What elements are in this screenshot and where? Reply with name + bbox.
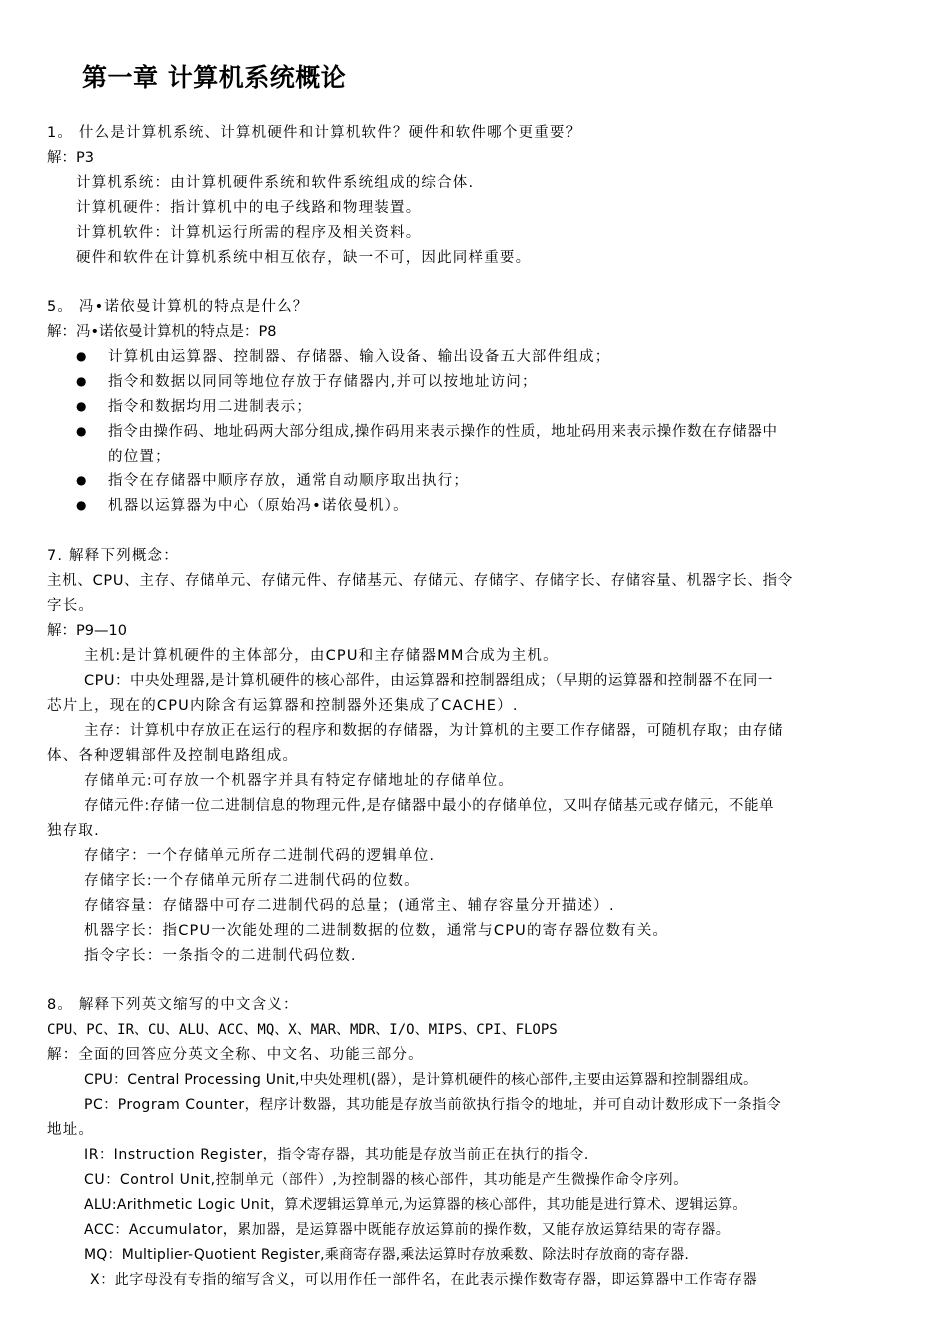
q1-question: 1。 什么是计算机系统、计算机硬件和计算机软件？硬件和软件哪个更重要？ [47, 125, 582, 141]
q7-line: 存储元件:存储一位二进制信息的物理元件,是存储器中最小的存储单位，又叫存储基元或存储元，不能单 [84, 798, 775, 814]
q8-line: CU：Control Unit,控制单元（部件）,为控制器的核心部件，其功能是产生微操作命令序列。 [84, 1172, 688, 1188]
q7-line: 存储单元:可存放一个机器字并具有特定存储地址的存储单位。 [84, 773, 514, 789]
q8-line: MQ：Multiplier-Quotient Register,乘商寄存器,乘法运算时存放乘数、除法时存放商的寄存器. [84, 1247, 690, 1263]
q5-question: 5。 冯•诺依曼计算机的特点是什么？ [47, 299, 309, 315]
q1-line: 硬件和软件在计算机系统中相互依存，缺一不可，因此同样重要。 [76, 250, 532, 266]
chapter-title: 第一章 计算机系统概论 [82, 63, 347, 92]
q7-line: CPU：中央处理器,是计算机硬件的核心部件，由运算器和控制器组成；（早期的运算器和控制器不在同一 [84, 673, 773, 689]
bullet-icon: ● [76, 399, 87, 413]
q7-line: 存储字：一个存储单元所存二进制代码的逻辑单位. [84, 848, 436, 864]
q7-line: 主存：计算机中存放正在运行的程序和数据的存储器，为计算机的主要工作存储器，可随机存取；由存储 [84, 723, 784, 739]
q1-line: 计算机系统：由计算机硬件系统和软件系统组成的综合体. [76, 175, 475, 191]
q7-line: 独存取. [47, 823, 100, 839]
q1-line: 计算机硬件：指计算机中的电子线路和物理装置。 [76, 200, 422, 216]
q5-bullet-item: 指令由操作码、地址码两大部分组成,操作码用来表示操作的性质，地址码用来表示操作数在存储器中 [108, 424, 778, 440]
bullet-icon: ● [76, 473, 87, 487]
q7-line: 指令字长：一条指令的二进制代码位数. [84, 948, 357, 964]
bullet-icon: ● [76, 349, 87, 363]
q8-line: ACC：Accumulator，累加器，是运算器中既能存放运算前的操作数，又能存放运算结果的寄存器。 [84, 1222, 731, 1238]
q1-line: 计算机软件：计算机运行所需的程序及相关资料。 [76, 225, 422, 241]
q8-answer-label: 解：全面的回答应分英文全称、中文名、功能三部分。 [47, 1047, 424, 1063]
q8-line: CPU：Central Processing Unit,中央处理机(器），是计算机硬件的核心部件,主要由运算器和控制器组成。 [84, 1072, 758, 1088]
q7-line: 存储字长:一个存储单元所存二进制代码的位数。 [84, 873, 420, 889]
q1-answer-label: 解：P3 [47, 150, 94, 166]
q7-question: 7. 解释下列概念： [47, 548, 179, 564]
q8-line: X：此字母没有专指的缩写含义，可以用作任一部件名，在此表示操作数寄存器，即运算器中工作寄存器 [90, 1272, 758, 1288]
q7-answer-label: 解：P9—10 [47, 623, 127, 639]
q7-terms: 字长。 [47, 598, 95, 614]
q5-bullet-item: 指令和数据以同同等地位存放于存储器内,并可以按地址访问； [108, 374, 538, 390]
q8-question: 8。 解释下列英文缩写的中文含义： [47, 997, 299, 1013]
q8-line: ALU:Arithmetic Logic Unit，算术逻辑运算单元,为运算器的核心部件，其功能是进行算术、逻辑运算。 [84, 1197, 747, 1213]
q5-bullet-item: 指令在存储器中顺序存放，通常自动顺序取出执行； [108, 473, 470, 489]
q5-answer-label: 解：冯•诺依曼计算机的特点是：P8 [47, 324, 277, 340]
q7-line: 存储容量：存储器中可存二进制代码的总量；(通常主、辅存容量分开描述）. [84, 898, 615, 914]
q7-line: 主机:是计算机硬件的主体部分，由CPU和主存储器MM合成为主机。 [84, 648, 559, 664]
q7-terms: 主机、CPU、主存、存储单元、存储元件、存储基元、存储元、存储字、存储字长、存储容量、机器字长、指令 [47, 573, 793, 589]
q5-bullet-item: 指令和数据均用二进制表示； [108, 399, 313, 415]
q7-line: 机器字长：指CPU一次能处理的二进制数据的位数，通常与CPU的寄存器位数有关。 [84, 923, 669, 939]
bullet-icon: ● [76, 498, 87, 512]
q7-line: 体、各种逻辑部件及控制电路组成。 [47, 748, 299, 764]
bullet-icon: ● [76, 424, 87, 438]
q8-line: IR：Instruction Register，指令寄存器，其功能是存放当前正在执行的指令. [84, 1147, 589, 1163]
q7-line: 芯片上，现在的CPU内除含有运算器和控制器外还集成了CACHE）. [47, 698, 519, 714]
q8-line: 地址。 [47, 1122, 95, 1138]
q8-terms: CPU、PC、IR、CU、ALU、ACC、MQ、X、MAR、MDR、I/O、MIPS、CPI、FLOPS [47, 1022, 558, 1038]
q5-bullet-continuation: 的位置； [108, 449, 171, 465]
q8-line: PC：Program Counter，程序计数器，其功能是存放当前欲执行指令的地址，并可自动计数形成下一条指令 [84, 1097, 782, 1113]
bullet-icon: ● [76, 374, 87, 388]
q5-bullet-item: 计算机由运算器、控制器、存储器、输入设备、输出设备五大部件组成； [108, 349, 611, 365]
q5-bullet-item: 机器以运算器为中心（原始冯•诺依曼机）。 [108, 498, 409, 514]
